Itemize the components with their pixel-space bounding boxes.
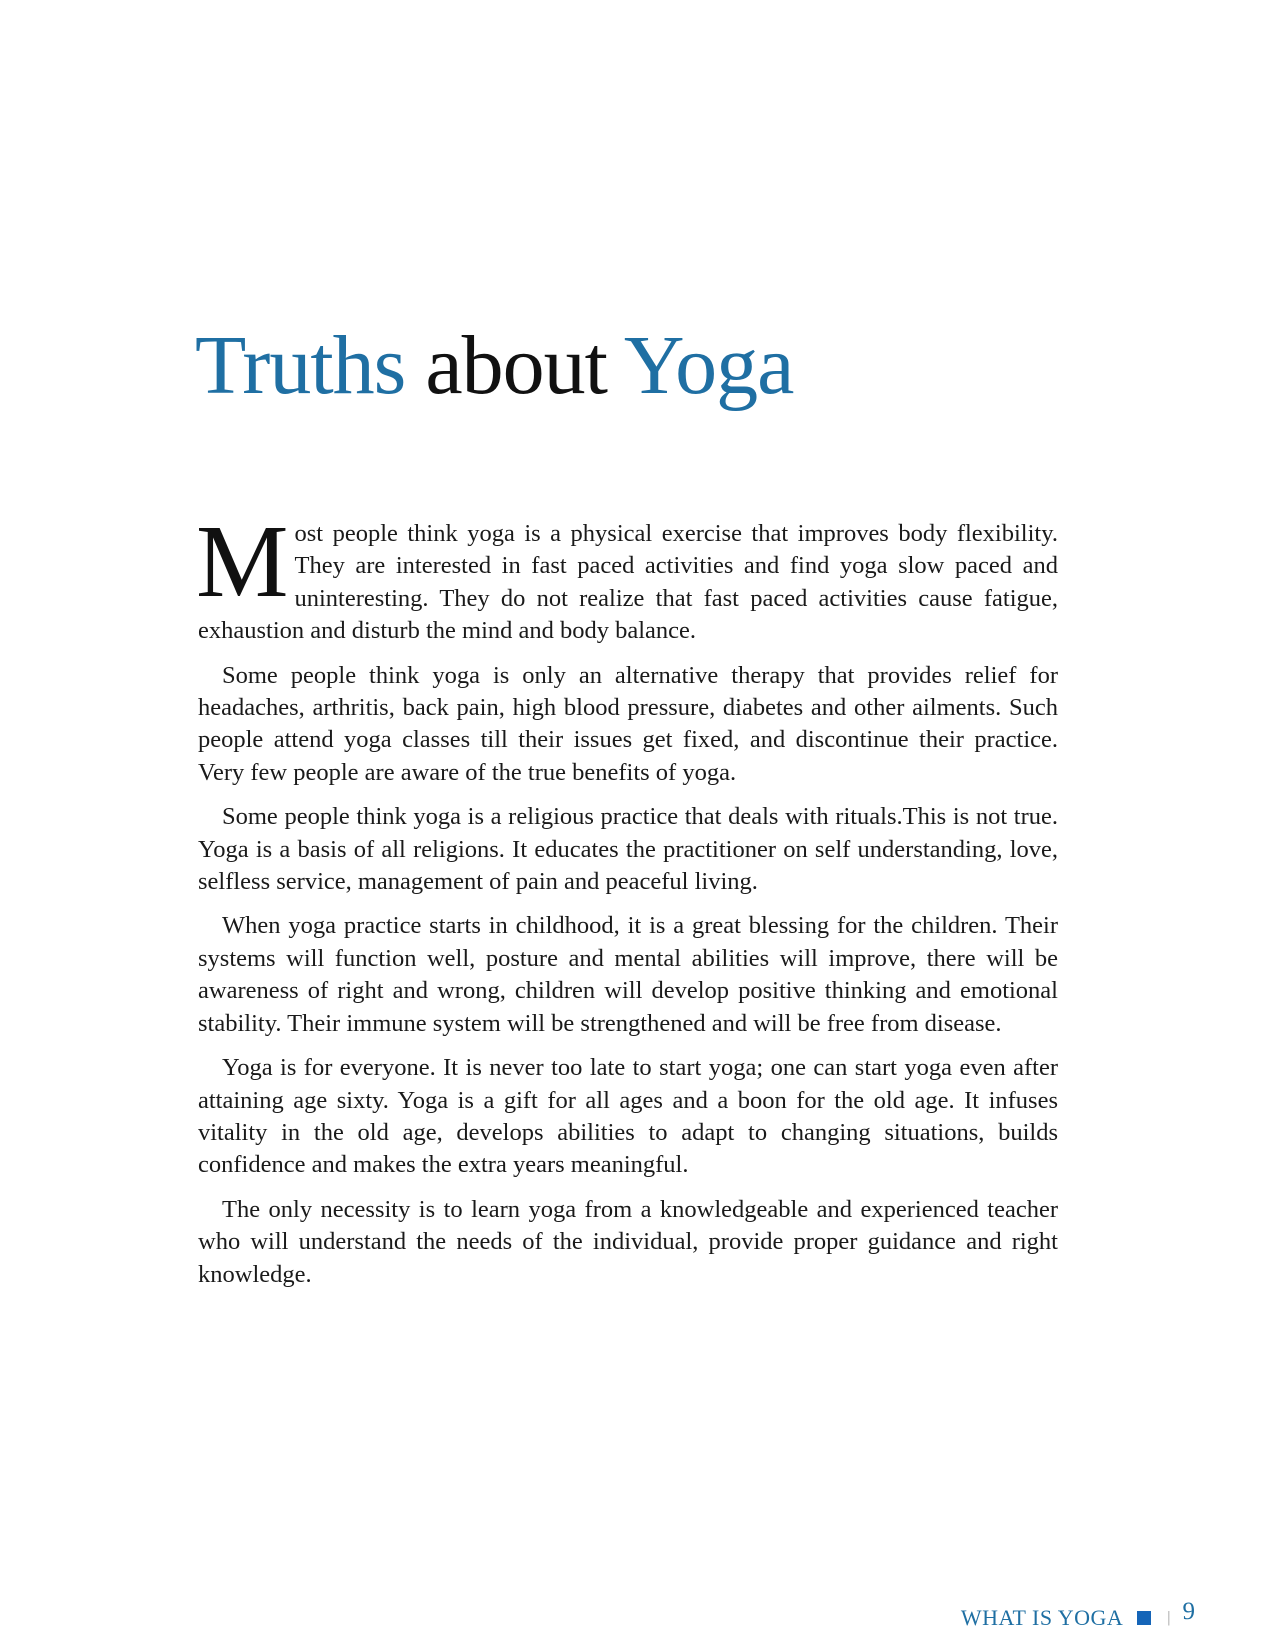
paragraph-5: Yoga is for everyone. It is never too late to start yoga; one can start yoga even after attaining age sixty. Yoga is a gift for all ages and a boon for the old age. It infuses vitality in the old age, develops abilities to adapt to changing situations, builds confidence and makes the extra years meaningful. [198,1054,1058,1179]
page-number: 9 [1182,1598,1195,1625]
paragraph-4: When yoga practice starts in childhood, it is a great blessing for the children. Their systems will function well, posture and mental abilities will improve, there will be awareness of right and wrong, children will develop positive thinking and emotional stability. Their immune system will be strengthened and will be free from disease. [198,912,1058,1037]
page-footer [960,1598,1195,1632]
title-word-yoga: Yoga [623,319,794,412]
paragraph-6: The only necessity is to learn yoga from a knowledgeable and experienced teacher who will understand the needs of the individual, provide proper guidance and right knowledge. [198,1195,1058,1288]
paragraph-1-text: ost people think yoga is a physical exercise that improves body flexibility. They are interested in fast paced activities and find yoga slow paced and uninteresting. They do not realize that fast paced activities cause fatigue, exhaustion and disturb the mind and body balance. [198,520,1058,645]
paragraph-2: Some people think yoga is only an alternative therapy that provides relief for headaches, arthritis, back pain, high blood pressure, diabetes and other ailments. Such people attend yoga classes till their issues get fixed, and discontinue their practice. Very few people are aware of the true benefits of yoga. [198,661,1058,786]
paragraph-3: Some people think yoga is a religious practice that deals with rituals.This is not true. Yoga is a basis of all religions. It educates the practitioner on self understanding, love, selfless service, management of pain and peaceful living. [198,803,1058,896]
title-word-truths: Truths [195,319,406,412]
paragraph-1 [196,504,1058,648]
section-label: WHAT IS YOGA [960,1605,1124,1630]
drop-cap: M [196,504,289,619]
page-title [195,318,793,415]
title-word-about: about [425,319,607,412]
footer-separator: | [1167,1609,1171,1626]
square-marker-icon [1137,1611,1151,1625]
article-body [196,504,1058,1303]
